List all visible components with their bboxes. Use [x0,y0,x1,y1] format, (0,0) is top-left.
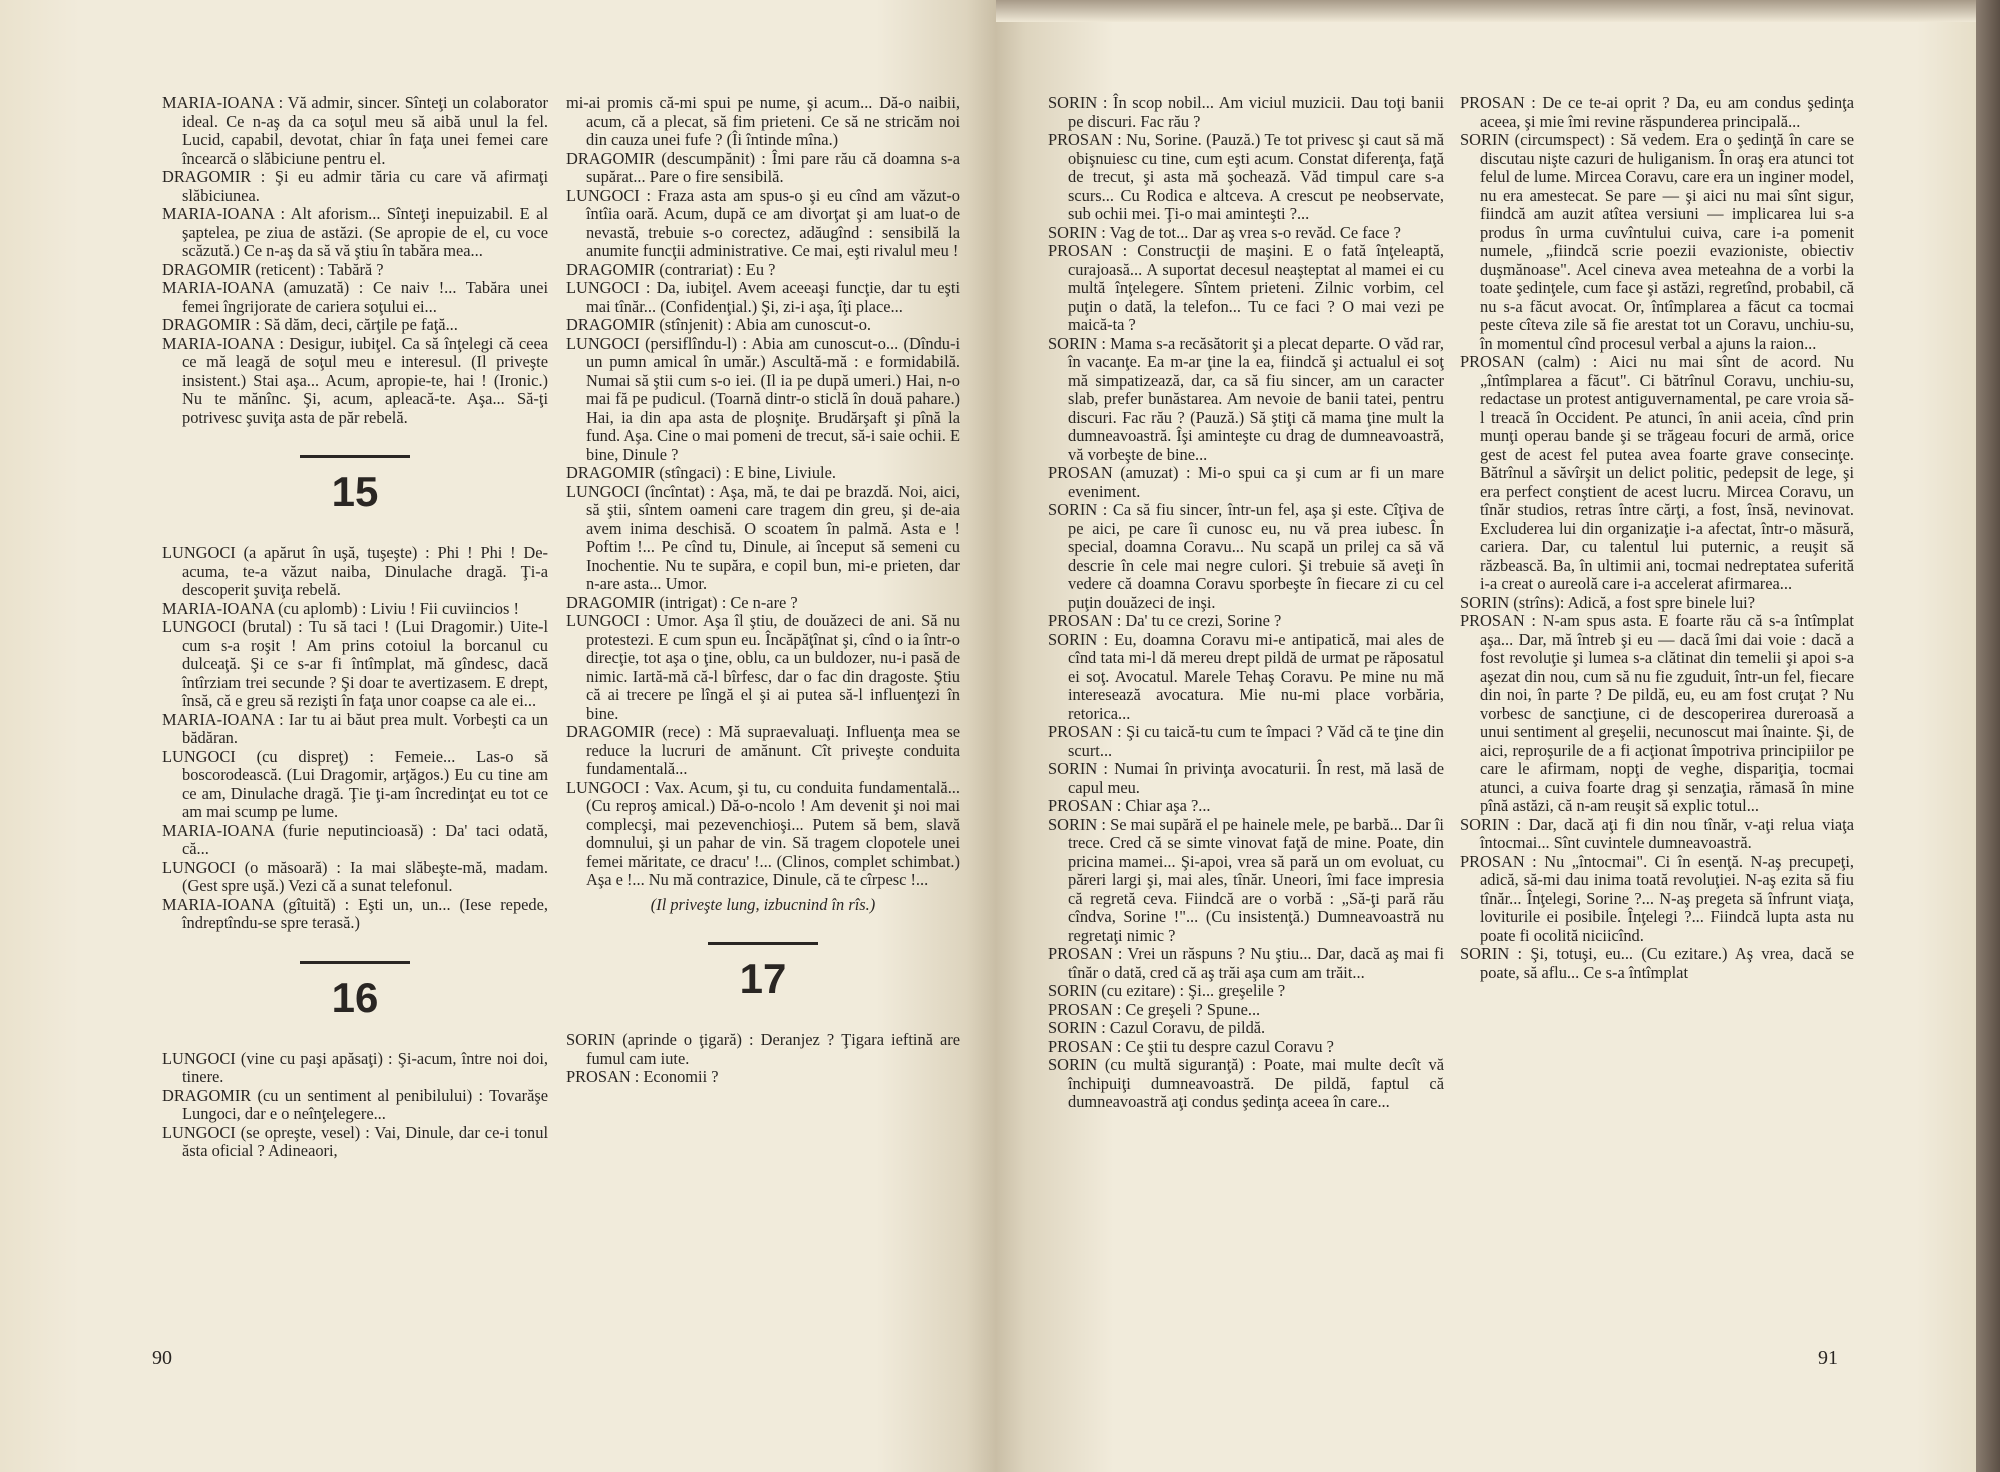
text-block-6 [1048,94,1444,1112]
scene-number: 16 [331,973,379,1021]
page-number-left: 90 [152,1347,172,1369]
scene-number: 17 [739,955,787,1002]
scene-rule [708,942,818,945]
dialogue-line: DRAGOMIR (contrariat) : Eu ? [566,259,776,279]
dialogue-line: LUNGOCI : Da, iubiţel. Avem aceeaşi funcţie, dar tu eşti mai tînăr... (Confidenţial.) Şi, zi-i aşa, îţi place... [566,278,960,316]
dialogue-line: PROSAN : De ce te-ai oprit ? Da, eu am condus şedinţa aceea, şi mie îmi revine răspunderea principală... [1460,93,1854,131]
dialogue-line: PROSAN (calm) : Aici nu mai sînt de acord. Nu „întîmplarea a făcut". Ci bătrînul Coravu, unchiu-su, redactase un protest antiguvernamental, pe care vroia să-l treacă în Occident. Pe atunci, în anii aceia, cînd prin munţi operau bande şi se trăgeau focuri de armă, orice gest de acest fel putea avea foarte grave consecinţe. Bătrînul a săvîrşit un delict politic, pedepsit de lege, şi era perfect conştient de acest lucru. Mircea Coravu, un tînăr studios, retras între cărţi, a fost, însă, nevinovat. Excluderea lui din organizaţie i-a afectat, într-o măsură, cariera. Dar, cu talentul lui puternic, a reuşit să răzbească. Ba, în ultimii ani, tocmai nedreptatea suferită i-a creat o aureolă care i-a accelerat afirmarea... [1460,352,1854,593]
dialogue-line: MARIA-IOANA : Vă admir, sincer. Sînteţi un colaborator ideal. Ce n-aş da ca soţul meu să aibă unul la fel. Lucid, capabil, devotat, chiar în faţa unei femei care încearcă o slăbiciune pentru el. [162,93,548,168]
dialogue-line: PROSAN : Chiar aşa ?... [1048,796,1211,815]
dialogue-line: SORIN : Numai în privinţa avocaturii. În rest, mă lasă de capul meu. [1048,759,1444,797]
dialogue-line: LUNGOCI (persiflîndu-l) : Abia am cunoscut-o... (Dîndu-i un pumn amical în umăr.) Ascultă-mă : e formidabilă. Numai să ştii cum s-o iei. (Il ia pe după umeri.) Hai, n-o mai fă pe pudicul. (Toarnă dintr-o sticlă în două pahare.) Hai, ia din apa asta de ploşniţe. Brudărşaft şi pînă la fund. Aşa. Cine o mai pomeni de trecut, să-i saie ochii. E bine, Dinule ? [566,333,960,464]
text-block-7 [1460,94,1854,982]
right-column-2 [1460,94,1854,982]
dialogue-line: DRAGOMIR (stînjenit) : Abia am cunoscut-o. [566,315,872,334]
dialogue-line: MARIA-IOANA (cu aplomb) : Liviu ! Fii cuviincios ! [162,598,519,618]
dialogue-line: LUNGOCI (o măsoară) : Ia mai slăbeşte-mă, madam. (Gest spre uşă.) Vezi că a sunat telefonul. [162,857,548,895]
dialogue-line: SORIN (circumspect) : Să vedem. Era o şedinţă în care se discutau nişte cazuri de huliganism. În oraş era atunci tot felul de lume. Mircea Coravu, care era un inginer model, nu era amestecat. Se pare — şi aici nu mai sînt sigur, fiindcă am auzit atîtea versiuni — implicarea lui s-a produs în urma cuvîntului cuiva, care i-a pomenit numele, „fiindcă scrie poezii evazioniste, obiectiv duşmănoase". Acel cineva avea meteahna de a vorbi la toate şedinţele, cum face şi astăzi, regretînd, probabil, că nu s-a făcut avocat. Or, întîmplarea a făcut ca tocmai peste cîteva zile să fie arestat tot un Coravu, unchiu-su, în momentul cînd procesul verbal a ajuns la raion... [1460,130,1854,353]
left-page [0,0,996,1472]
dialogue-line: mi-ai promis că-mi spui pe nume, şi acum... Dă-o naibii, acum, că a plecat, să fim prieteni. Ce să ne stricăm noi din cauza unei fufe ? (Îi întinde mîna.) [566,93,960,149]
dialogue-line: SORIN : Ca să fiu sincer, într-un fel, aşa şi este. Cîţiva de pe aici, pe care îi cunosc eu, nu vă prea iubesc. În special, doamna Coravu... Nu scapă un prilej ca să vă descrie în cele mai negre culori. Şi trebuie să aveţi în vedere că doamna Coravu sporbeşte în fiecare zi cu cel puţin douăzeci de inşi. [1048,500,1444,612]
page-number-right: 91 [1818,1347,1838,1369]
left-column-2 [566,94,960,1087]
text-block-3 [162,1050,548,1161]
dialogue-line: PROSAN (amuzat) : Mi-o spui ca şi cum ar fi un mare eveniment. [1048,463,1444,501]
scene-heading-16 [162,961,548,1020]
dialogue-line: PROSAN : Ce ştii tu despre cazul Coravu ? [1048,1036,1334,1056]
dialogue-line: SORIN : Mama s-a recăsătorit şi a plecat departe. O văd rar, în vacanţe. Ea m-ar ţine la ea, fiindcă şi actualul ei soţ mă simpatizează, dar, ca să fiu sincer, am un caracter slab, prefer bunăstarea. Am nevoie de banii tatei, pentru discuri. Fac rău ? (Pauză.) Să ştiţi că mama ţine mult la dumneavoastră. Îşi aminteşte cu drag de dumneavoastră, vă vorbeşte de bine... [1048,333,1444,464]
dialogue-line: LUNGOCI : Vax. Acum, şi tu, cu conduita fundamentală... (Cu reproş amical.) Dă-o-ncolo ! Am devenit şi noi mai complecşi, mai pezevenchioşi... Putem să bem, slavă domnului, şi un pahar de vin. Să tragem clopotele unei femei măritate, ce dracu' !... (Clinos, complet schimbat.) Aşa e !... Nu mă contrazice, Dinule, că te cîrpesc !... [566,777,960,889]
dialogue-line: SORIN : Vag de tot... Dar aş vrea s-o revăd. Ce face ? [1048,222,1401,242]
dialogue-line: SORIN (strîns): Adică, a fost spre binele lui? [1460,592,1755,612]
dialogue-line: SORIN : În scop nobil... Am viciul muzicii. Dau toţi banii pe discuri. Fac rău ? [1048,93,1444,131]
scene-rule [300,961,410,964]
text-block-5 [566,1031,960,1087]
dialogue-line: PROSAN : Construcţii de maşini. E o fată înţeleaptă, curajoasă... A suportat decesul neaşteptat al mamei ei cu multă înţelegere. Sîntem prieteni. Zilnic vorbim, cel puţin o dată, la telefon... Tu ce faci ? O mai vezi pe maică-ta ? [1048,241,1444,334]
dialogue-line: SORIN : Se mai supără el pe hainele mele, pe barbă... Dar îi trece. Cred că se simte vinovat faţă de mine. Poate, din pricina mamei... Şi-apoi, vrea să pară un om evoluat, cu păreri largi şi, mai ales, tînăr. Uneori, îmi face impresia că regretă ceva. Fiindcă are o vorbă : „Să-ţi pară rău cîndva, Sorine !"... (Cu insistenţă.) Dumneavoastră nu regretaţi nimic ? [1048,814,1444,945]
dialogue-line: DRAGOMIR (reticent) : Tabără ? [162,259,384,279]
dialogue-line: SORIN : Cazul Coravu, de pildă. [1048,1018,1266,1037]
scene-rule [300,455,410,458]
dialogue-line: MARIA-IOANA : Desigur, iubiţel. Ca să înţelegi că ceea ce mă leagă de soţul meu e interesul. (Il priveşte insistent.) Stai aşa... Acum, apropie-te, hai ! (Ironic.) Nu te mănînc. Şi, acum, apleacă-te. Aşa... Să-ţi potrivesc şuviţa asta de păr rebelă. [162,333,548,427]
dialogue-line: DRAGOMIR (rece) : Mă supraevaluaţi. Influenţa mea se reduce la lucruri de amănunt. Cît priveşte conduita fundamentală... [566,722,960,778]
dialogue-line: LUNGOCI (vine cu paşi apăsaţi) : Şi-acum, între noi doi, tinere. [162,1048,548,1086]
dialogue-line: LUNGOCI : Umor. Aşa îl ştiu, de douăzeci de ani. Să nu protestezi. E cum spun eu. Încăpăţînat şi, cînd o ia într-o direcţie, tot aşa o ţine, oblu, ca un buldozer, nu-i pasă de nimic. Iartă-mă că-l bîrfesc, dar o fac din dragoste. Ştiu că ai trecere pe lîngă el şi ai putea să-l influenţezi în bine. [566,611,960,723]
dialogue-line: LUNGOCI : Fraza asta am spus-o şi eu cînd am văzut-o întîia oară. Acum, după ce am divorţat şi am luat-o de nevastă, trebuie s-o corectez, adăugînd : sensibilă la anumite funcţii administrative. Ce mai, eşti rivalul meu ! [566,185,960,260]
dialogue-line: PROSAN : Ce greşeli ? Spune... [1048,999,1261,1019]
left-column-1 [162,94,548,1161]
dialogue-line: PROSAN : Nu, Sorine. (Pauză.) Te tot privesc şi caut să mă obişnuiesc cu tine, cum eşti acum. Constat diferenţa, faţă de trecut, şi asta mă şochează. Văd timpul care s-a scurs... Cu Rodica e altceva. A crescut pe neobservate, sub ochii mei. Ţi-o mai aminteşti ?... [1048,130,1444,223]
right-column-1 [1048,94,1444,1112]
dialogue-line: SORIN : Dar, dacă aţi fi din nou tînăr, v-aţi relua viaţa întocmai... Sînt cuvintele dumneavoastră. [1460,814,1854,852]
dialogue-line: SORIN : Şi, totuşi, eu... (Cu ezitare.) Aş vrea, dacă se poate, să aflu... Ce s-a întîmplat [1460,944,1854,982]
dialogue-line: MARIA-IOANA (furie neputincioasă) : Da' taci odată, că... [162,820,548,858]
dialogue-line: SORIN (aprinde o ţigară) : Deranjez ? Ţigara ieftină are fumul cam iute. [566,1030,960,1068]
scene-heading-15 [162,455,548,514]
dialogue-line: LUNGOCI (a apărut în uşă, tuşeşte) : Phi ! Phi ! De-acuma, te-a văzut naiba, Dinulache dragă. Ţi-a descoperit şuviţa rebelă. [162,543,548,599]
dialogue-line: PROSAN : Şi cu taică-tu cum te împaci ? Văd că te ţine din scurt... [1048,722,1444,760]
book-edge [1976,0,2000,1472]
stage-direction: (Il priveşte lung, izbucnind în rîs.) [650,894,876,914]
scene-heading-17 [566,942,960,1001]
text-block-4 [566,94,960,890]
text-block-1 [162,94,548,427]
dialogue-line: LUNGOCI (cu dispreţ) : Femeie... Las-o să boscorodească. (Lui Dragomir, arţăgos.) Eu cu tine am ce am, Dinulache dragă. Ţie ţi-am încredinţat eu tot ce am mai scump pe lume. [162,746,548,821]
dialogue-line: SORIN (cu multă siguranţă) : Poate, mai multe decît vă închipuiţi dumneavoastră. De pildă, faptul că dumneavoastră aţi condus şedinţa aceea în care... [1048,1055,1444,1111]
dialogue-line: PROSAN : Vrei un răspuns ? Nu ştiu... Dar, dacă aş mai fi tînăr o dată, cred că aş trăi aşa cum am trăit... [1048,944,1444,982]
page-top-shadow [996,0,2000,22]
dialogue-line: DRAGOMIR : Şi eu admir tăria cu care vă afirmaţi slăbiciunea. [162,167,548,205]
dialogue-line: MARIA-IOANA (gîtuită) : Eşti un, un... (Iese repede, îndreptîndu-se spre terasă.) [162,894,548,932]
dialogue-line: PROSAN : Economii ? [566,1067,719,1086]
dialogue-line: LUNGOCI (brutal) : Tu să taci ! (Lui Dragomir.) Uite-l cum s-a roşit ! Am prins cotoiul la borcanul cu dulceaţă. Şi ce s-ar fi întîmplat, mă gîndesc, dacă întîrziam trei secunde ? Şi doar te avertizasem. E drept, însă, că e greu să rezişti în faţa unor coapse ca ale ei... [162,617,548,710]
dialogue-line: DRAGOMIR (intrigat) : Ce n-are ? [566,592,798,612]
dialogue-line: MARIA-IOANA : Alt aforism... Sînteţi inepuizabil. E al şaptelea, pe ziua de astăzi. (Se apropie de el, cu voce scăzută.) Ce n-aş da să vă ştiu în tabăra mea... [162,204,548,260]
dialogue-line: MARIA-IOANA (amuzată) : Ce naiv !... Tabăra unei femei îngrijorate de cariera soţului ei... [162,278,548,316]
dialogue-line: PROSAN : N-am spus asta. E foarte rău că s-a întîmplat aşa... Dar, mă întreb şi eu — dacă îmi dai voie : dacă a fost revoluţie şi lumea s-a clătinat din temelii şi apoi s-a aşezat din nou, cum să nu fie zguduit, într-un fel, fiecare din noi, în parte ? De pildă, eu, eu am fost cruţat ? Nu vorbesc de sancţiune, ci de descoperirea dureroasă a unui sentiment al greşelii, necunoscut mai înainte. Şi, de aici, reproşurile de a fi acţionat împotriva principiilor pe care le afirmam, nopţi de veghe, dispariţia, tocmai atunci, a cuiva foarte drag şi senzaţia, rămasă în mine pînă astăzi, că n-am reuşit să explic totul... [1460,611,1854,815]
dialogue-line: SORIN (cu ezitare) : Şi... greşelile ? [1048,981,1286,1000]
dialogue-line: DRAGOMIR : Să dăm, deci, cărţile pe faţă... [162,315,458,334]
right-page [996,0,1976,1472]
dialogue-line: DRAGOMIR (descumpănit) : Îmi pare rău că doamna s-a supărat... Pare o fire sensibilă. [566,148,960,186]
dialogue-line: DRAGOMIR (cu un sentiment al penibilului) : Tovarăşe Lungoci, dar e o neînţelegere... [162,1085,548,1123]
text-block-2 [162,544,548,933]
dialogue-line: PROSAN : Da' tu ce crezi, Sorine ? [1048,611,1282,630]
dialogue-line: MARIA-IOANA : Iar tu ai băut prea mult. Vorbeşti ca un bădăran. [162,709,548,747]
dialogue-line: PROSAN : Nu „întocmai". Ci în esenţă. N-aş precupeţi, adică, să-mi dau inima toată revoluţiei. N-aş ezita să fiu tînăr... Înţelegi, Sorine ?... N-aş pregeta să înfrunt viaţa, loviturile ei posibile. Înţelegi ?... Fiindcă lupta asta nu poate fi ocolită niciicînd. [1460,851,1854,945]
dialogue-line: SORIN : Eu, doamna Coravu mi-e antipatică, mai ales de cînd tata mi-l dă mereu drept pildă de urmat pe răposatul ei soţ. Avocatul. Marele Tehaş Coravu. Pe mine nu mă interesează avocatura. Mie nu-mi place vorbăria, retorica... [1048,629,1444,723]
scene-number: 15 [331,468,379,515]
dialogue-line: LUNGOCI (încîntat) : Aşa, mă, te dai pe brazdă. Noi, aici, să ştii, sîntem oameni care tragem din greu, şi de-aia avem inima deschisă. O scoatem în palmă. Asta e ! Poftim !... Pe cînd tu, Dinule, ai început să semeni cu Inochentie. Nu te supăra, e copil bun, mi-e prieten, dar n-are asta... Umor. [566,481,960,593]
dialogue-line: DRAGOMIR (stîngaci) : E bine, Liviule. [566,463,836,482]
dialogue-line: LUNGOCI (se opreşte, vesel) : Vai, Dinule, dar ce-i tonul ăsta oficial ? Adineaori, [162,1122,548,1160]
